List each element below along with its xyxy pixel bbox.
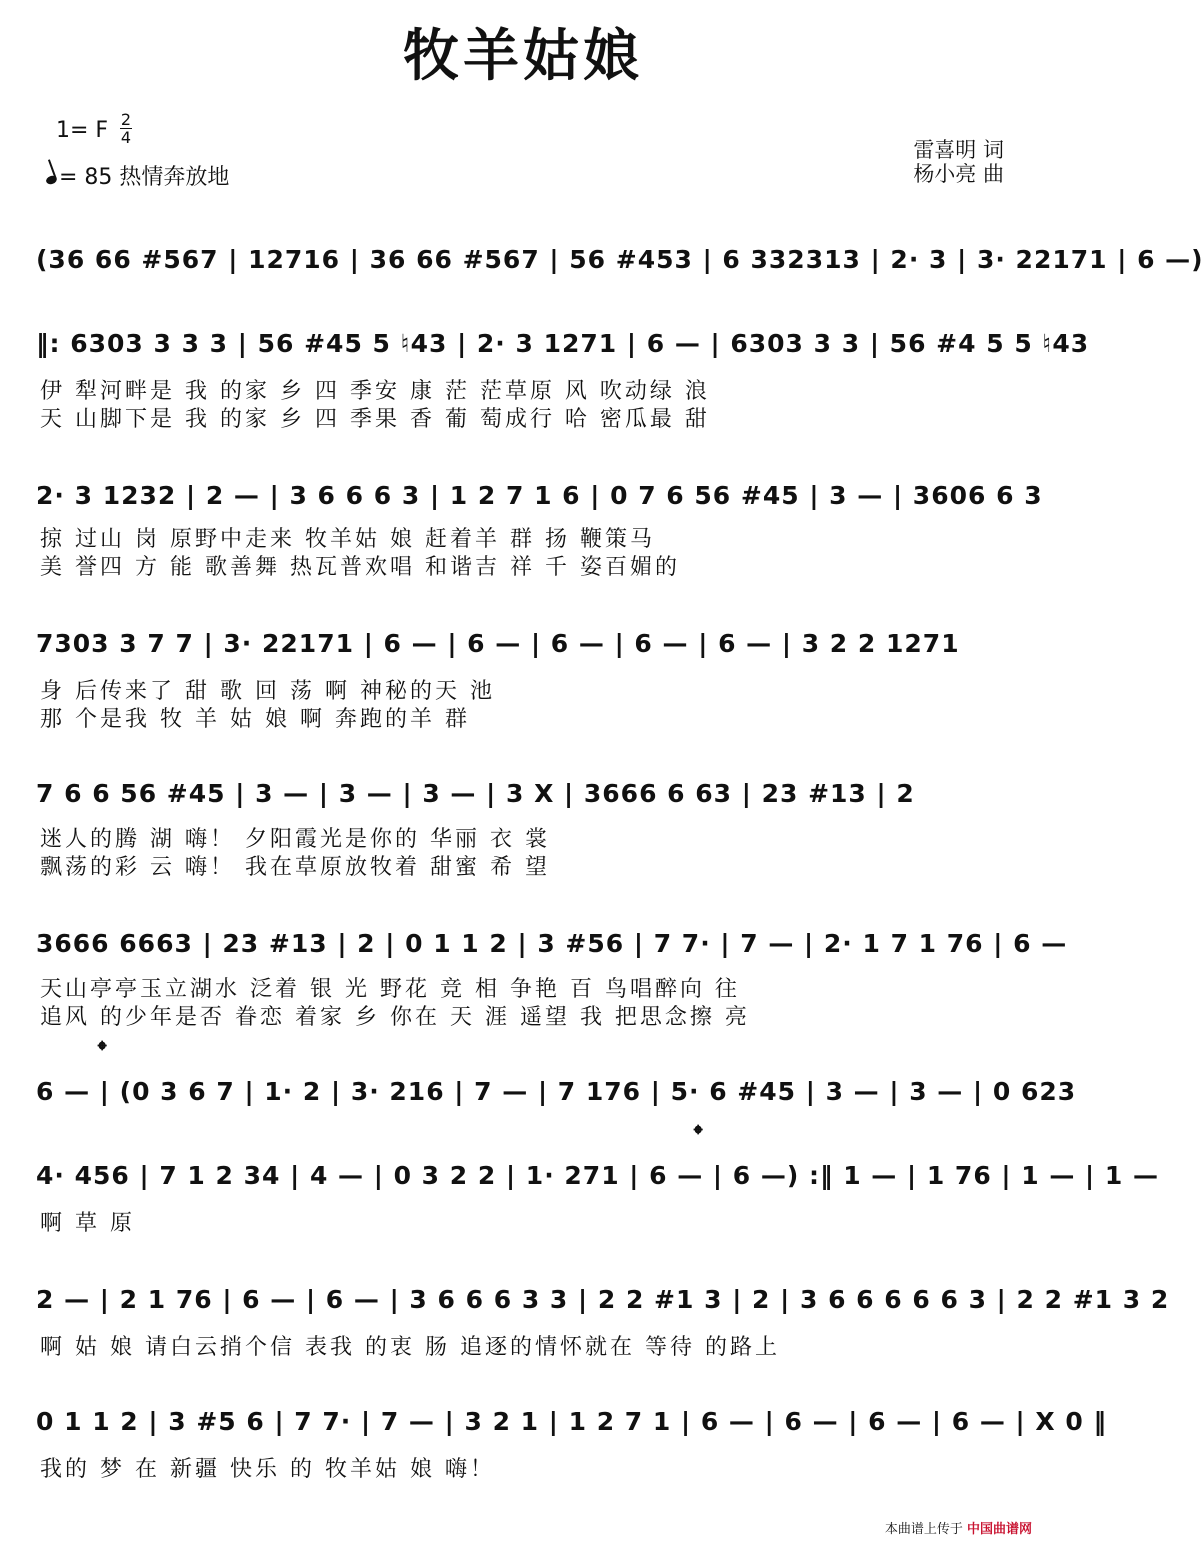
lyric-line-2a: 伊 犁河畔是 我 的家 乡 四 季安 康 茫 茫草原 风 吹动绿 浪 [40, 379, 710, 404]
coda-icon-2: 𝄌 [694, 1120, 703, 1148]
lyric-line-3b: 美 誉四 方 能 歌善舞 热瓦普欢唱 和谐吉 祥 千 姿百媚的 [40, 555, 680, 580]
notation-line-5: 7 6 6 56 #45 | 3 — | 3 — | 3 — | 3 X | 3666 6 63 | 23 #13 | 2 [36, 778, 915, 808]
tempo-text: = 85 热情奔放地 [59, 165, 230, 190]
notation-line-3: 2· 3 1232 | 2 — | 3 6 6 6 3 | 1 2 7 1 6 | 0 7 6 56 #45 | 3 — | 3606 6 3 [36, 480, 1043, 510]
tempo-marking [46, 160, 229, 191]
lyric-line-4a: 身 后传来了 甜 歌 回 荡 啊 神秘的天 池 [40, 679, 495, 704]
notation-line-1: (36 66 #567 | 12716 | 36 66 #567 | 56 #453 | 6 332313 | 2· 3 | 3· 22171 | 6 —) [36, 244, 1204, 274]
lyric-line-3a: 掠 过山 岗 原野中走来 牧羊姑 娘 赶着羊 群 扬 鞭策马 [40, 527, 655, 552]
notation-line-10: 0 1 1 2 | 3 #5 6 | 7 7· | 7 — | 3 2 1 | 1 2 7 1 | 6 — | 6 — | 6 — | 6 — | X 0 ‖ [36, 1406, 1107, 1436]
notation-line-7: 6 — | (0 3 6 7 | 1· 2 | 3· 216 | 7 — | 7 176 | 5· 6 #45 | 3 — | 3 — | 0 623 [36, 1076, 1077, 1106]
lyric-line-8a: 啊 草 原 [40, 1211, 135, 1236]
quarter-note-icon [45, 174, 58, 185]
song-title: 牧羊姑娘 [403, 24, 643, 89]
lyric-line-4b: 那 个是我 牧 羊 姑 娘 啊 奔跑的羊 群 [40, 707, 470, 732]
lyric-line-2b: 天 山脚下是 我 的家 乡 四 季果 香 葡 萄成行 哈 密瓜最 甜 [40, 407, 710, 432]
footer-credit [885, 1518, 1032, 1537]
notation-line-6: 3666 6663 | 23 #13 | 2 | 0 1 1 2 | 3 #56 | 7 7· | 7 — | 2· 1 7 1 76 | 6 — [36, 928, 1068, 958]
notation-line-9: 2 — | 2 1 76 | 6 — | 6 — | 3 6 6 6 3 3 | 2 2 #1 3 | 2 | 3 6 6 6 6 6 3 | 2 2 #1 3 2 [36, 1284, 1170, 1314]
notation-line-8: 4· 456 | 7 1 2 34 | 4 — | 0 3 2 2 | 1· 271 | 6 — | 6 —) :‖ 1 — | 1 76 | 1 — | 1 — [36, 1160, 1159, 1190]
lyric-line-6b: 追风 的少年是否 眷恋 着家 乡 你在 天 涯 遥望 我 把思念擦 亮 [40, 1005, 750, 1030]
notation-line-4: 7303 3 7 7 | 3· 22171 | 6 — | 6 — | 6 — | 6 — | 6 — | 3 2 2 1271 [36, 628, 960, 658]
site-logo[interactable]: 中国曲谱网 [966, 1522, 1032, 1537]
lyric-line-5b: 飘荡的彩 云 嗨！ 我在草原放牧着 甜蜜 希 望 [40, 855, 550, 880]
footer-text: 本曲谱上传于 [884, 1522, 963, 1537]
notation-line-2: ‖: 6303 3 3 3 | 56 #45 5 ♮43 | 2· 3 1271 | 6 — | 6303 3 3 | 56 #4 5 5 ♮43 [36, 328, 1090, 358]
credits [913, 138, 1004, 186]
lyric-line-10a: 我的 梦 在 新疆 快乐 的 牧羊姑 娘 嗨！ [40, 1457, 495, 1482]
lyricist: 雷喜明 词 [913, 138, 1004, 162]
composer: 杨小亮 曲 [913, 162, 1004, 186]
meter-bottom: 4 [120, 128, 132, 147]
coda-icon: 𝄌 [98, 1036, 107, 1064]
lyric-line-9a: 啊 姑 娘 请白云捎个信 表我 的衷 肠 追逐的情怀就在 等待 的路上 [40, 1335, 780, 1360]
key-signature: 1= F [56, 118, 109, 143]
lyric-line-6a: 天山亭亭玉立湖水 泛着 银 光 野花 竞 相 争艳 百 鸟唱醉向 往 [40, 977, 740, 1002]
meter-top: 2 [120, 110, 132, 129]
time-signature [120, 112, 132, 145]
lyric-line-5a: 迷人的腾 湖 嗨！ 夕阳霞光是你的 华丽 衣 裳 [40, 827, 550, 852]
